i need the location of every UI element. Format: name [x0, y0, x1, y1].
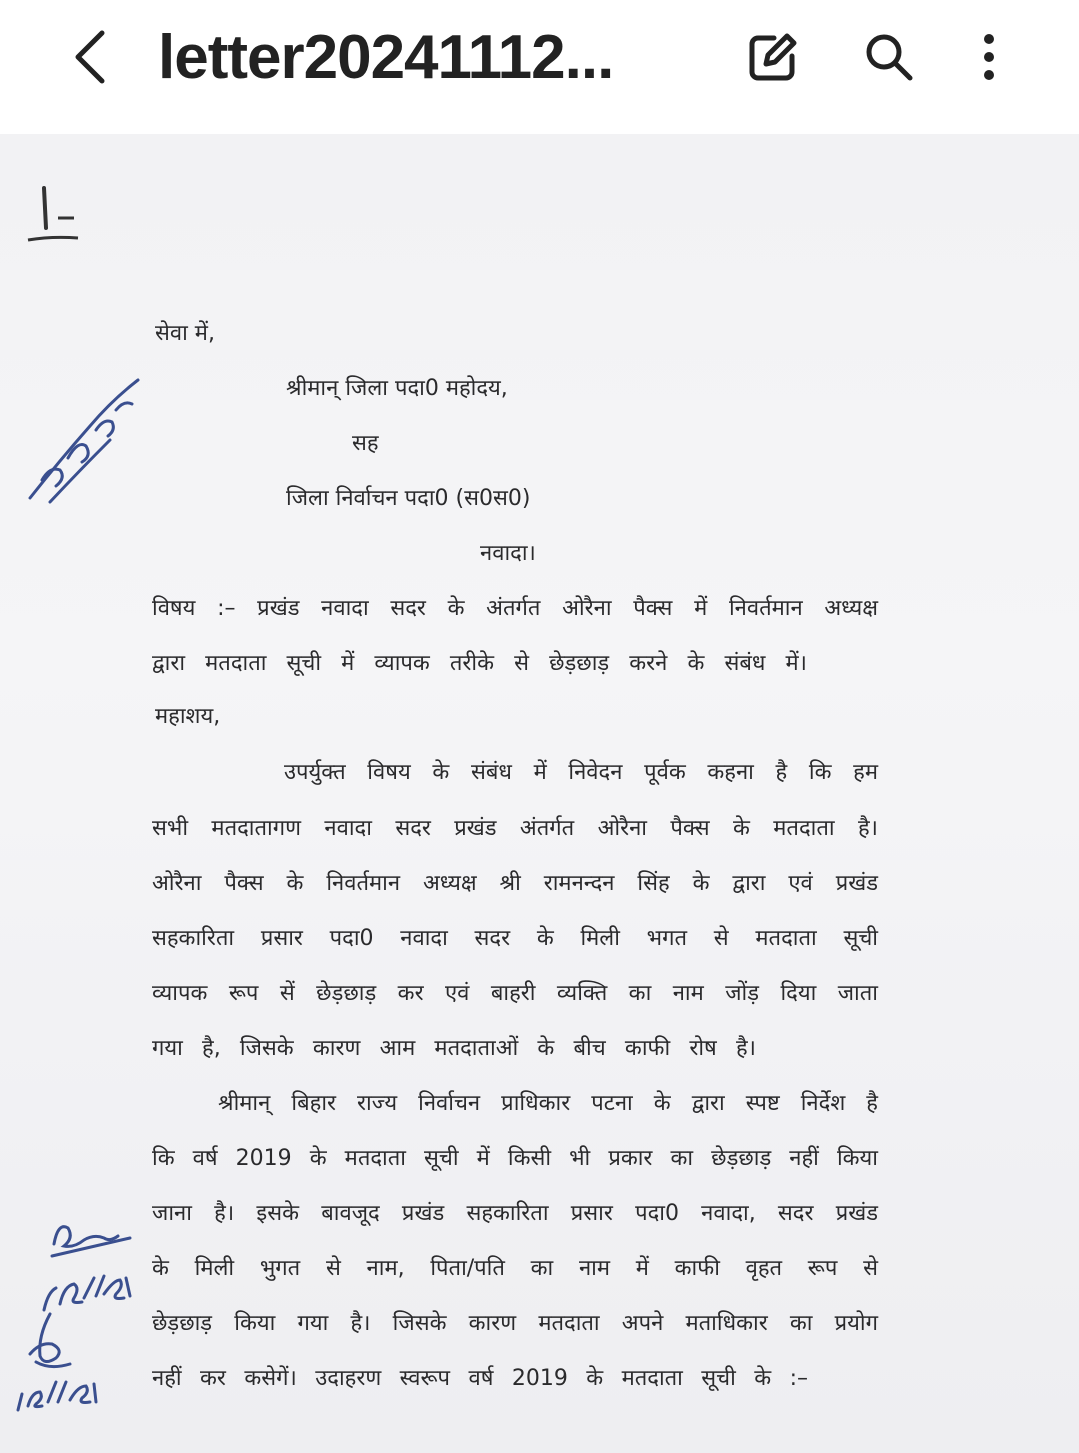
more-vert-icon: [979, 30, 999, 84]
addressee-line-1: श्रीमान् जिला पदा0 महोदय,: [286, 376, 508, 401]
scanned-letter-page[interactable]: [0, 134, 1079, 1453]
subject-line-2: द्वारा मतदाता सूची में व्यापक तरीके से छेड़छाड़ करने के संबंध में।: [152, 651, 807, 676]
search-button[interactable]: [856, 26, 922, 88]
addressee-line-4: नवादा।: [480, 541, 536, 566]
para2-line-4: के मिली भुगत से नाम, पिता/पति का नाम में काफी वृहत रूप से: [152, 1256, 878, 1281]
search-icon: [862, 30, 916, 84]
edit-icon: [744, 28, 802, 86]
more-options-button[interactable]: [964, 26, 1014, 88]
greeting: महाशय,: [155, 704, 221, 729]
para1-line-4: सहकारिता प्रसार पदा0 नवादा सदर के मिली भगत से मतदाता सूची: [152, 926, 878, 951]
para2-line-2: कि वर्ष 2019 के मतदाता सूची में किसी भी प्रकार का छेड़छाड़ नहीं किया: [152, 1146, 878, 1171]
handwritten-signature-top: [20, 370, 150, 510]
salutation-to: सेवा में,: [155, 321, 215, 346]
para1-line-2: सभी मतदातागण नवादा सदर प्रखंड अंतर्गत ओरैना पैक्स के मतदाता है।: [152, 816, 878, 841]
handwritten-initials-dated: [34, 1214, 144, 1314]
addressee-line-3: जिला निर्वाचन पदा0 (स0स0): [286, 486, 531, 511]
app-bar: [0, 0, 1079, 134]
handwritten-signature-bottom: [10, 1306, 120, 1416]
document-title: letter20241112...: [158, 23, 614, 92]
para2-line-1: श्रीमान् बिहार राज्य निर्वाचन प्राधिकार पटना के द्वारा स्पष्ट निर्देश है: [218, 1091, 878, 1116]
para1-line-1: उपर्युक्त विषय के संबंध में निवेदन पूर्वक कहना है कि हम: [284, 760, 878, 785]
subject-line-1: विषय :– प्रखंड नवादा सदर के अंतर्गत ओरैना पैक्स में निवर्तमान अध्यक्ष: [152, 596, 878, 621]
para2-line-6: नहीं कर कसेगें। उदाहरण स्वरूप वर्ष 2019 के मतदाता सूची के :–: [152, 1366, 808, 1391]
edit-button[interactable]: [740, 26, 806, 88]
para2-line-3: जाना है। इसके बावजूद प्रखंड सहकारिता प्रसार पदा0 नवादा, सदर प्रखंड: [152, 1201, 878, 1226]
back-icon: [70, 27, 110, 87]
addressee-line-2: सह: [352, 431, 379, 456]
para2-line-5: छेड़छाड़ किया गया है। जिसके कारण मतदाता अपने मताधिकार का प्रयोग: [152, 1311, 878, 1336]
para1-line-6: गया है, जिसके कारण आम मतदाताओं के बीच काफी रोष है।: [152, 1036, 756, 1061]
back-button[interactable]: [62, 26, 118, 88]
para1-line-5: व्यापक रूप सें छेड़छाड़ कर एवं बाहरी व्यक्ति का नाम जोंड़ दिया जाता: [152, 981, 878, 1006]
para1-line-3: ओरैना पैक्स के निवर्तमान अध्यक्ष श्री रामनन्दन सिंह के द्वारा एवं प्रखंड: [152, 871, 878, 896]
page-number-mark: [22, 180, 92, 250]
